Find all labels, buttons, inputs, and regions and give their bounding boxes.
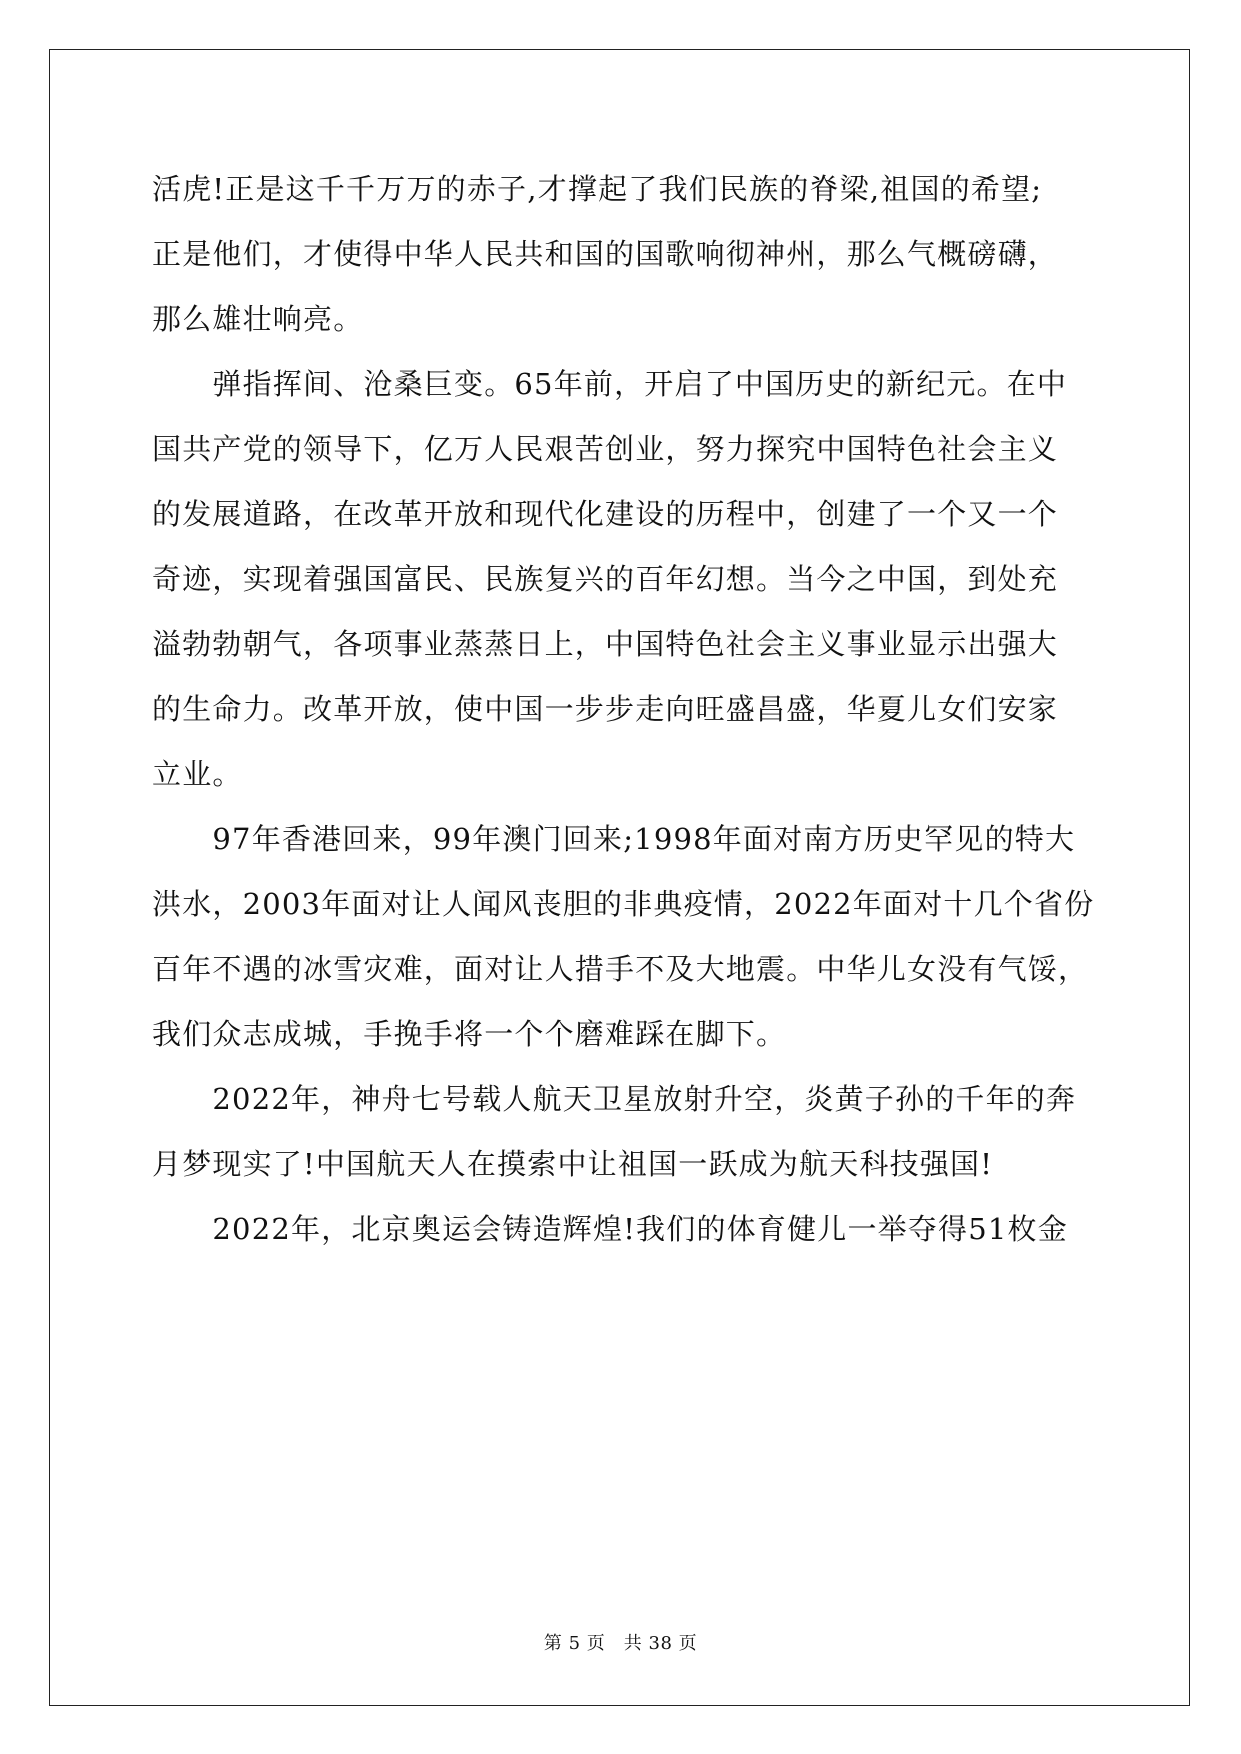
text-line: 洪水，2003年面对让人闻风丧胆的非典疫情，2022年面对十几个省份: [152, 887, 1095, 921]
text-line: 百年不遇的冰雪灾难，面对让人措手不及大地震。中华儿女没有气馁，: [152, 952, 1089, 986]
text-line: 奇迹，实现着强国富民、民族复兴的百年幻想。当今之中国，到处充: [152, 562, 1059, 596]
text-line: 正是他们，才使得中华人民共和国的国歌响彻神州，那么气概磅礴，: [152, 237, 1059, 271]
text-line: 国共产党的领导下，亿万人民艰苦创业，努力探究中国特色社会主义: [152, 432, 1059, 466]
text-line: 月梦现实了!中国航天人在摸索中让祖国一跃成为航天科技强国!: [152, 1147, 994, 1181]
text-line: 那么雄壮响亮。: [152, 302, 364, 336]
text-line: 溢勃勃朝气，各项事业蒸蒸日上，中国特色社会主义事业显示出强大: [152, 627, 1059, 661]
document-body: [152, 157, 1095, 1262]
text-line: 立业。: [152, 757, 243, 791]
text-line: 2022年，神舟七号载人航天卫星放射升空，炎黄子孙的千年的奔: [152, 1082, 1077, 1116]
page-number-footer: 第 5 页 共 38 页: [543, 1633, 698, 1654]
text-line: 活虎!正是这千千万万的赤子,才撑起了我们民族的脊梁,祖国的希望;: [152, 172, 1043, 206]
text-line: 2022年，北京奥运会铸造辉煌!我们的体育健儿一举夺得51枚金: [152, 1212, 1068, 1246]
text-line: 弹指挥间、沧桑巨变。65年前，开启了中国历史的新纪元。在中: [152, 367, 1068, 401]
text-line: 的发展道路，在改革开放和现代化建设的历程中，创建了一个又一个: [152, 497, 1059, 531]
text-line: 97年香港回来，99年澳门回来;1998年面对南方历史罕见的特大: [152, 822, 1076, 856]
text-line: 我们众志成城，手挽手将一个个磨难踩在脚下。: [152, 1017, 787, 1051]
text-line: 的生命力。改革开放，使中国一步步走向旺盛昌盛，华夏儿女们安家: [152, 692, 1059, 726]
